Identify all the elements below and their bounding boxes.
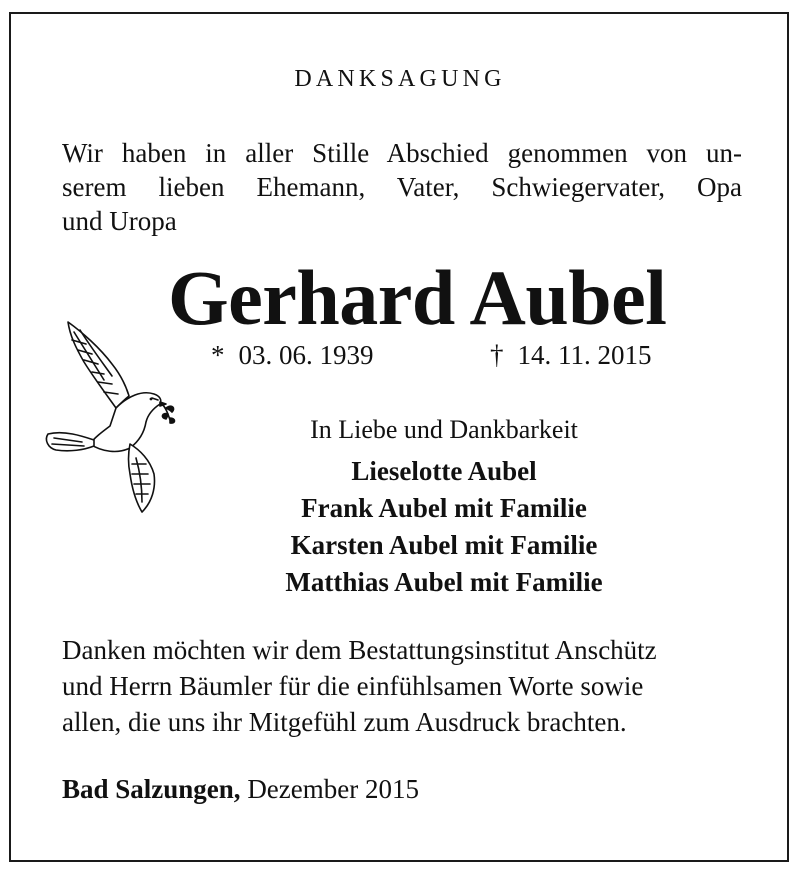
- mourner-name: Lieselotte Aubel: [351, 456, 537, 486]
- thanks-text: [62, 632, 742, 740]
- intro-line: Wir haben in aller Stille Abschied genommen von un-: [62, 138, 742, 168]
- mourner-name: Matthias Aubel mit Familie: [285, 567, 603, 597]
- dove-with-olive-branch-icon: [42, 318, 177, 518]
- birth-star-icon: *: [211, 340, 225, 370]
- death-date: 14. 11. 2015: [517, 340, 652, 370]
- mourners-list: [204, 453, 684, 601]
- intro-line: serem lieben Ehemann, Vater, Schwiegervater, Opa: [62, 172, 742, 202]
- thanks-line: allen, die uns ihr Mitgefühl zum Ausdruck brachten.: [62, 707, 627, 737]
- death-cross-icon: †: [490, 340, 504, 370]
- place-and-date: [62, 774, 419, 805]
- mourner-name: Frank Aubel mit Familie: [301, 493, 587, 523]
- thanks-line: und Herrn Bäumler für die einfühlsamen Worte sowie: [62, 671, 644, 701]
- thanks-line: Danken möchten wir dem Bestattungsinstitut Anschütz: [62, 635, 657, 665]
- place: Bad Salzungen,: [62, 774, 241, 804]
- birth-date: 03. 06. 1939: [238, 340, 374, 370]
- death-date-line: [490, 340, 652, 371]
- date: Dezember 2015: [247, 774, 419, 804]
- birth-date-line: [211, 340, 374, 371]
- deceased-name: Gerhard Aubel: [168, 254, 667, 341]
- notice-heading: DANKSAGUNG: [294, 66, 506, 92]
- mourners-intro: In Liebe und Dankbarkeit: [310, 415, 578, 444]
- intro-text: [62, 136, 742, 238]
- mourner-name: Karsten Aubel mit Familie: [290, 530, 598, 560]
- intro-line: und Uropa: [62, 206, 177, 236]
